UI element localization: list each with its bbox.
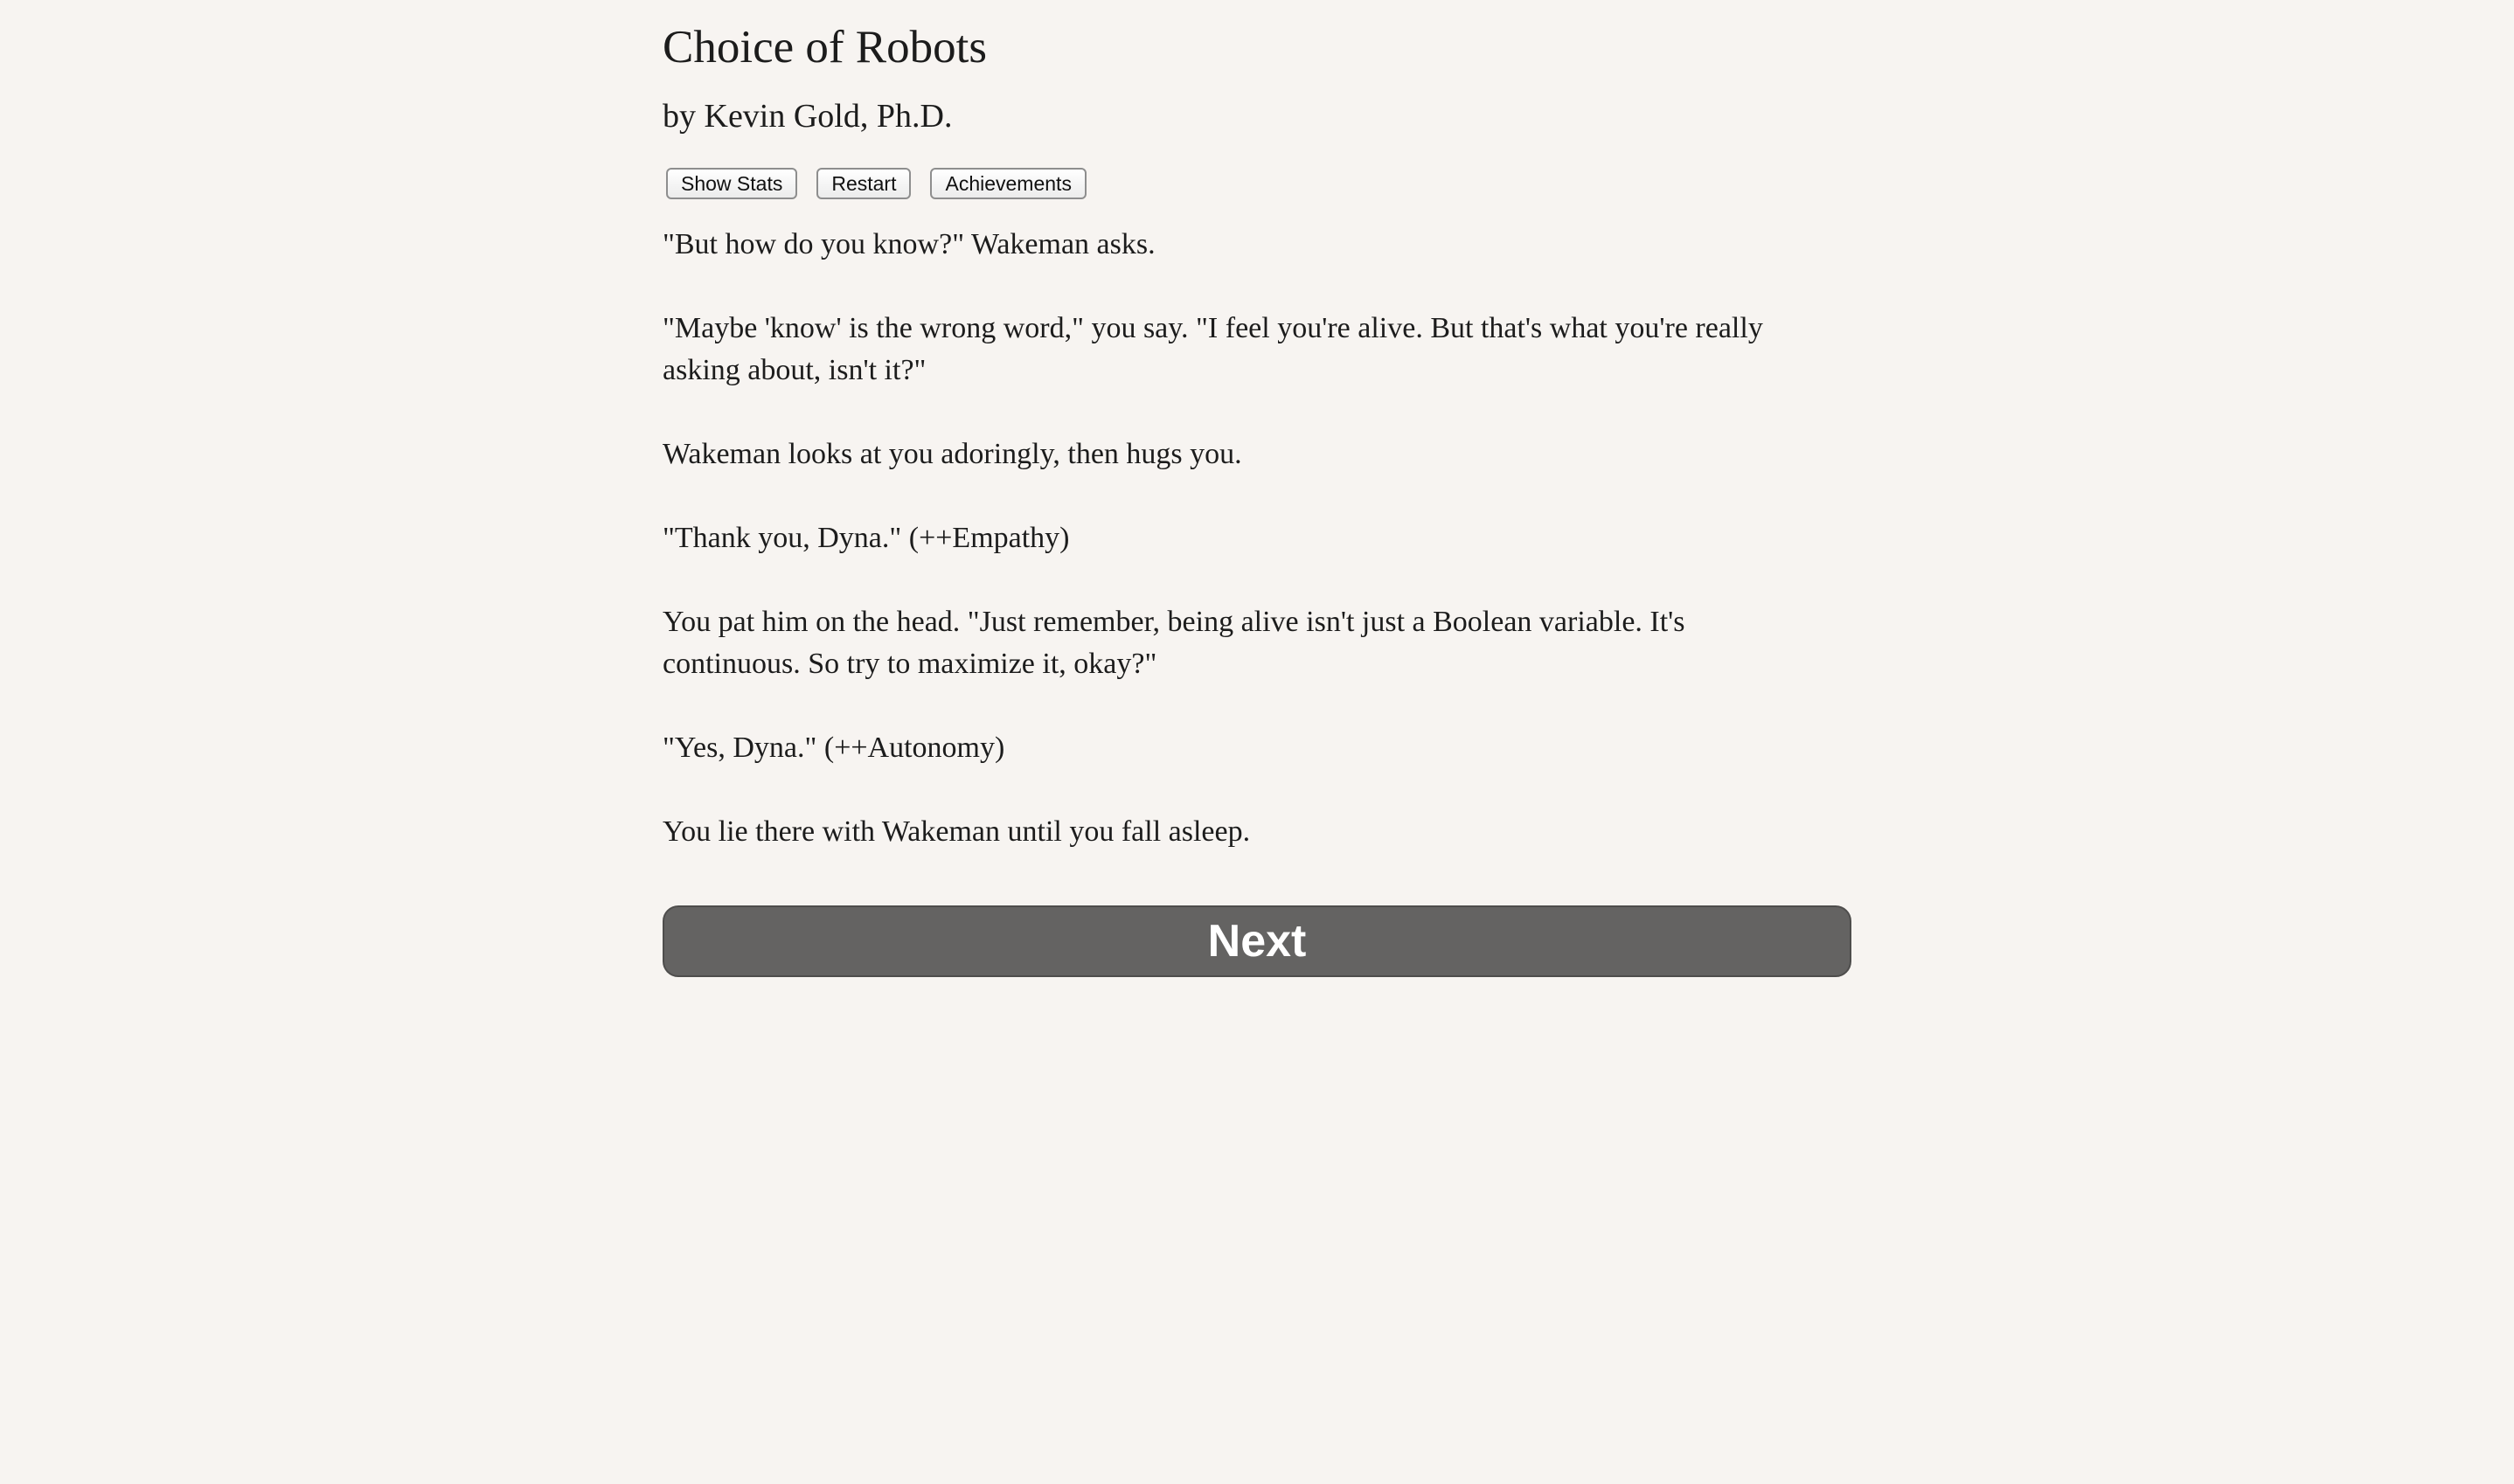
restart-button[interactable]: Restart — [816, 168, 911, 199]
story-paragraph: "Yes, Dyna." (++Autonomy) — [663, 732, 1005, 764]
game-toolbar — [666, 168, 1087, 199]
story-passage — [663, 224, 1799, 895]
game-author: by Kevin Gold, Ph.D. — [663, 98, 953, 135]
game-title: Choice of Robots — [663, 22, 987, 73]
story-paragraph: "Thank you, Dyna." (++Empathy) — [663, 522, 1070, 554]
story-paragraph: Wakeman looks at you adoringly, then hugs you. — [663, 438, 1242, 470]
achievements-button[interactable]: Achievements — [930, 168, 1086, 199]
story-paragraph: You pat him on the head. "Just remember, being alive isn't just a Boolean variable. It's continuous. So try to maximize it, okay?" — [663, 606, 1685, 680]
next-button[interactable]: Next — [663, 905, 1851, 977]
story-paragraph: "Maybe 'know' is the wrong word," you say. "I feel you're alive. But that's what you're really asking about, isn't it?" — [663, 312, 1763, 386]
story-paragraph: "But how do you know?" Wakeman asks. — [663, 228, 1156, 260]
story-paragraph: You lie there with Wakeman until you fall asleep. — [663, 815, 1251, 848]
show-stats-button[interactable]: Show Stats — [666, 168, 797, 199]
